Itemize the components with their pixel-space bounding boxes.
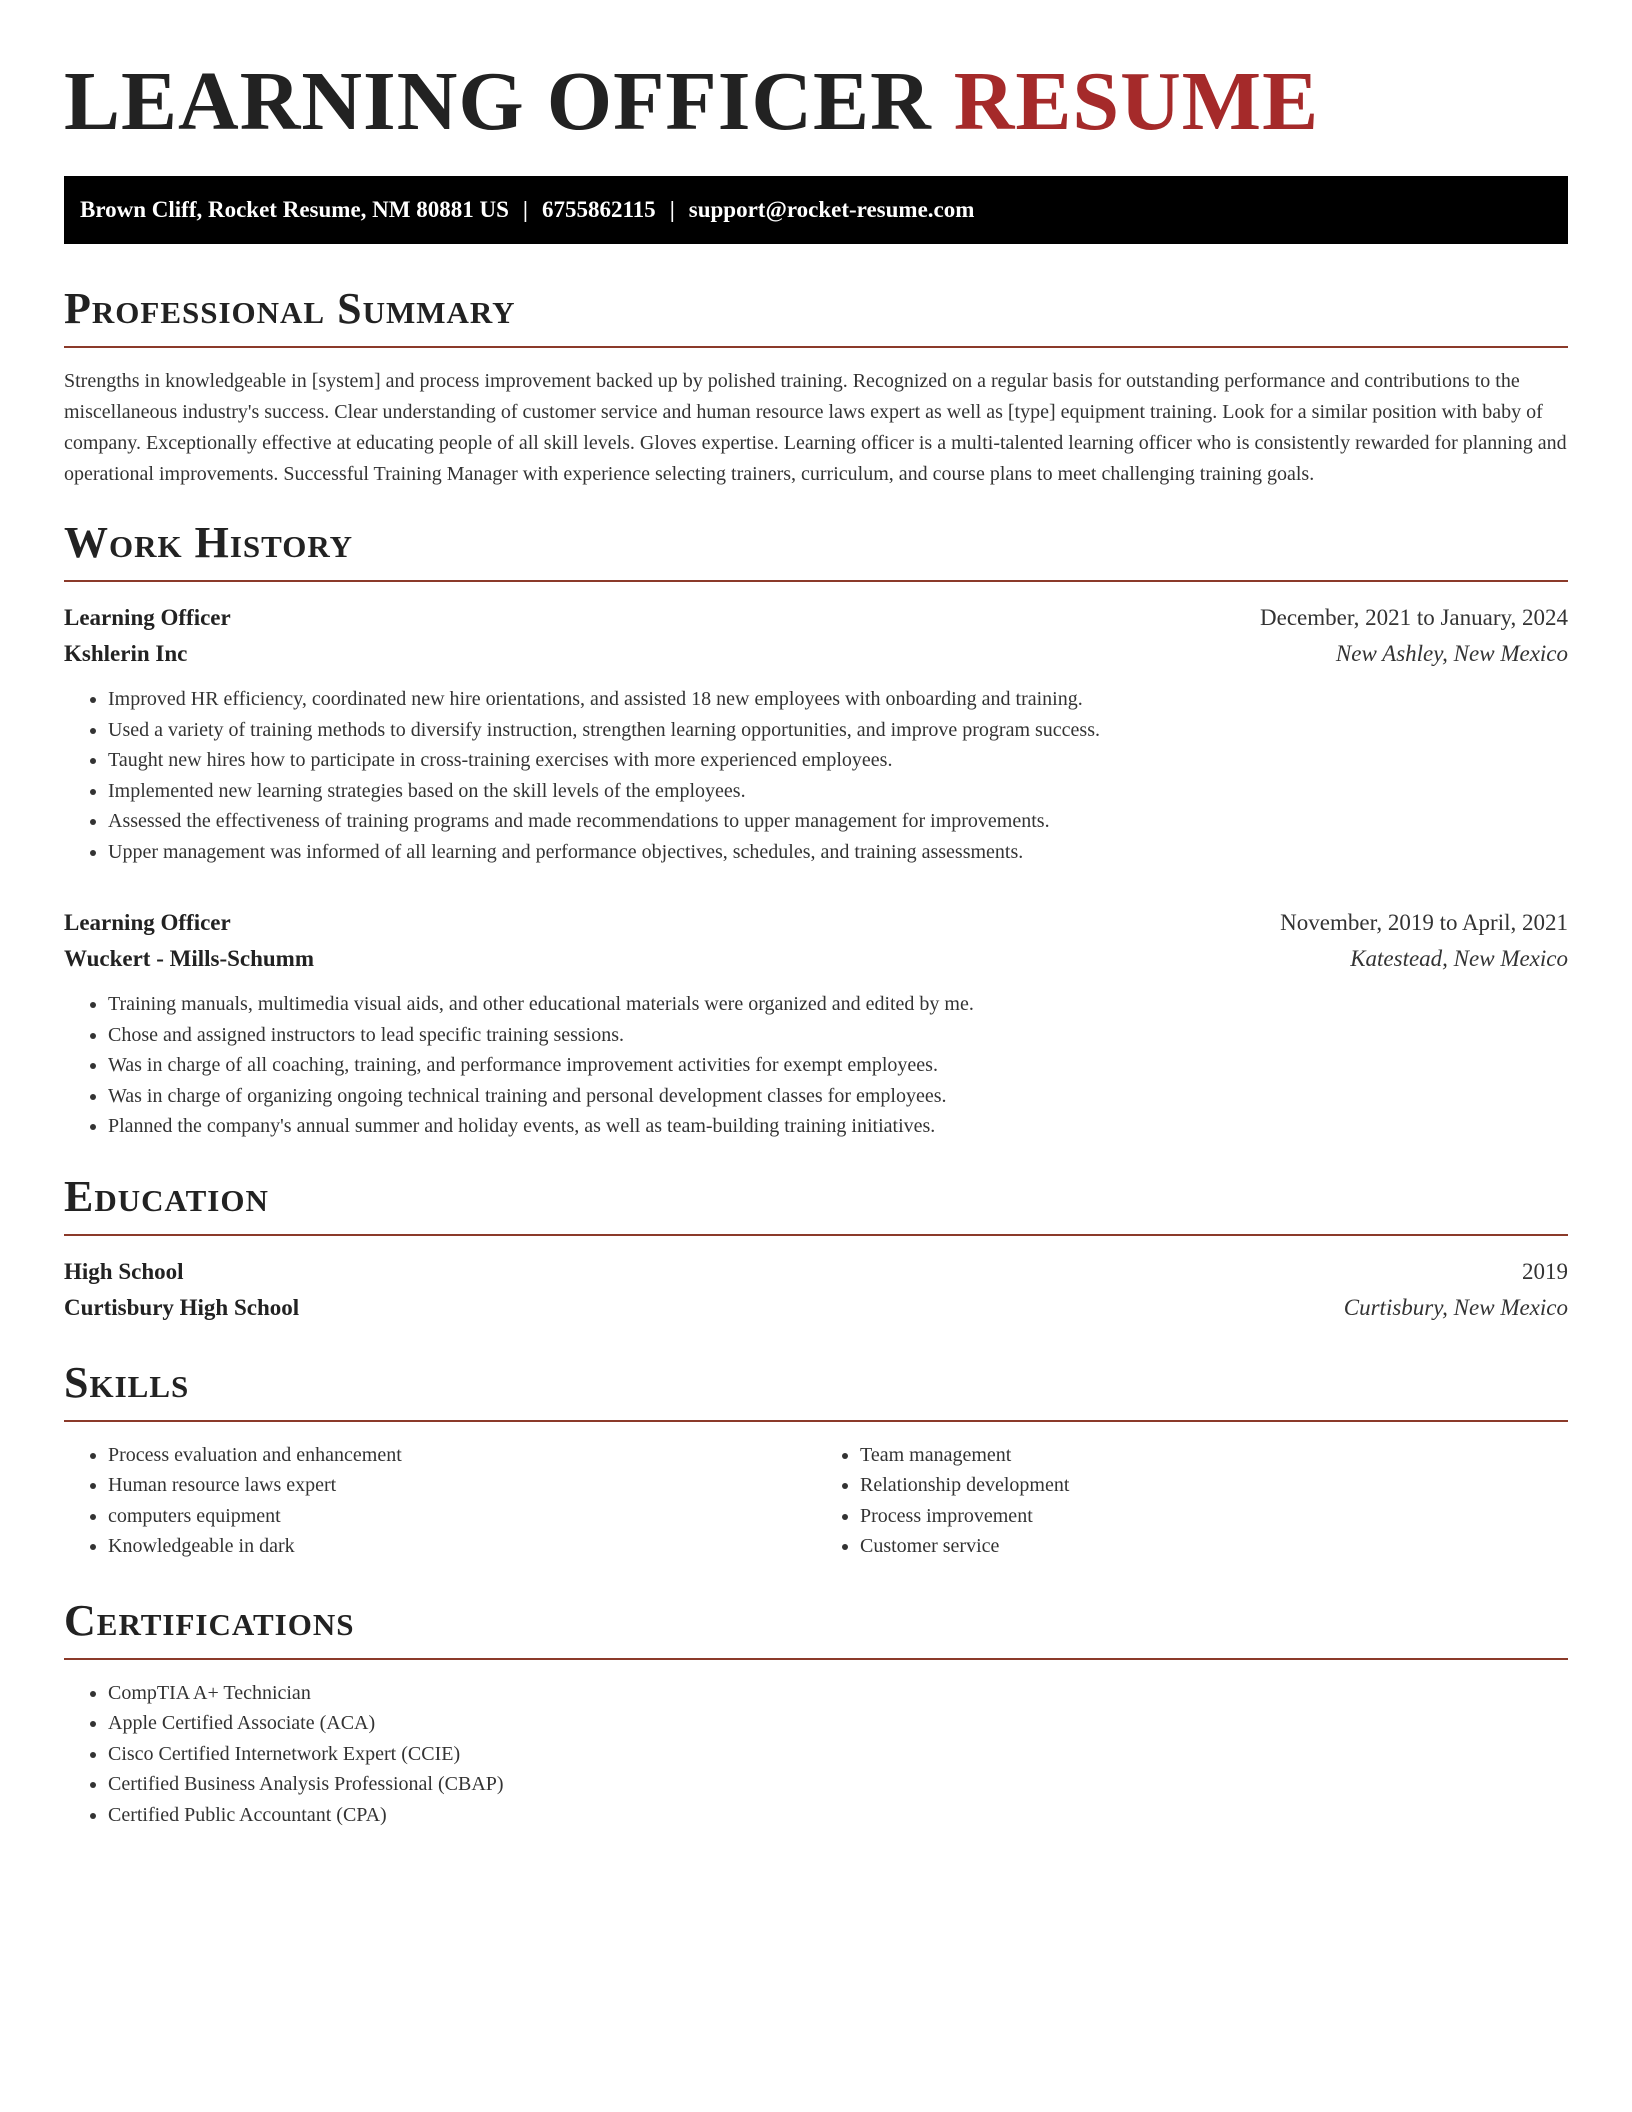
list-item: • Was in charge of organizing ongoing technical training and personal development classes for employees.	[108, 1081, 1568, 1112]
list-item: • Cisco Certified Internetwork Expert (CCIE)	[108, 1739, 1568, 1770]
list-item: • Relationship development	[860, 1470, 1568, 1501]
skills-section	[64, 1356, 1568, 1562]
skills-list-right	[816, 1440, 1568, 1562]
section-divider	[64, 1234, 1568, 1236]
list-item: • Apple Certified Associate (ACA)	[108, 1708, 1568, 1739]
education-school: Curtisbury High School	[64, 1294, 300, 1320]
list-item: • Improved HR efficiency, coordinated new hire orientations, and assisted 18 new employees with onboarding and training.	[108, 684, 1568, 715]
job-entry	[64, 600, 1568, 867]
job-dates: November, 2019 to April, 2021	[1280, 910, 1568, 935]
education-school-row	[64, 1290, 1568, 1326]
job-duties-list	[64, 989, 1568, 1142]
skills-grid	[64, 1440, 1568, 1562]
list-item: • Used a variety of training methods to diversify instruction, strengthen learning opportunities, and improve program success.	[108, 715, 1568, 746]
list-item: • Process evaluation and enhancement	[108, 1440, 816, 1471]
job-title: Learning Officer	[64, 605, 231, 630]
list-item: • Assessed the effectiveness of training programs and made recommendations to upper management for improvements.	[108, 806, 1568, 837]
list-item: • CompTIA A+ Technician	[108, 1678, 1568, 1709]
list-item: • Certified Business Analysis Professional (CBAP)	[108, 1769, 1568, 1800]
contact-bar	[64, 176, 1568, 244]
education-header-row	[64, 1254, 1568, 1290]
section-divider	[64, 580, 1568, 582]
contact-phone: 6755862115	[541, 197, 656, 222]
section-heading: Professional Summary	[64, 284, 516, 333]
job-duties-list	[64, 684, 1568, 867]
section-heading: Education	[64, 1171, 269, 1221]
list-item: • Process improvement	[860, 1501, 1568, 1532]
job-company-row	[64, 941, 1568, 977]
contact-address: Brown Cliff, Rocket Resume, NM 80881 US	[80, 197, 509, 222]
job-company: Wuckert - Mills-Schumm	[64, 946, 315, 971]
section-heading: Work History	[64, 518, 354, 567]
job-location: Katestead, New Mexico	[1350, 946, 1568, 971]
list-item: • Implemented new learning strategies based on the skill levels of the employees.	[108, 776, 1568, 807]
education-section	[64, 1170, 1568, 1326]
list-item: • Taught new hires how to participate in cross-training exercises with more experienced employees.	[108, 745, 1568, 776]
certifications-section	[64, 1594, 1568, 1831]
list-item: • Human resource laws expert	[108, 1470, 816, 1501]
contact-separator: |	[669, 197, 675, 222]
section-heading: Skills	[64, 1357, 190, 1407]
list-item: • Chose and assigned instructors to lead specific training sessions.	[108, 1020, 1568, 1051]
list-item: • Customer service	[860, 1531, 1568, 1562]
summary-text: Strengths in knowledgeable in [system] and process improvement backed up by polished training. Recognized on a regular basis for outstanding performance and contributions to the miscellaneous industry's success. Clear understanding of customer service and human resource laws expert as well as [type] equipment training. Look for a similar position with baby of company. Exceptionally effective at educating people of all skill levels. Gloves expertise. Learning officer is a multi-talented learning officer who is consistently rewarded for planning and operational improvements. Successful Training Manager with experience selecting trainers, curriculum, and course plans to meet challenging training goals.	[64, 370, 1567, 485]
skills-list-left	[64, 1440, 816, 1562]
list-item: • Was in charge of all coaching, training, and performance improvement activities for exempt employees.	[108, 1050, 1568, 1081]
list-item: • computers equipment	[108, 1501, 816, 1532]
list-item: • Upper management was informed of all learning and performance objectives, schedules, and training assessments.	[108, 837, 1568, 868]
contact-email: support@rocket-resume.com	[688, 197, 975, 222]
resume-title	[64, 52, 1568, 152]
title-main: LEARNING OFFICER	[64, 55, 932, 148]
list-item: • Knowledgeable in dark	[108, 1531, 816, 1562]
list-item: • Training manuals, multimedia visual aids, and other educational materials were organized and edited by me.	[108, 989, 1568, 1020]
job-dates: December, 2021 to January, 2024	[1260, 605, 1568, 630]
section-divider	[64, 1658, 1568, 1660]
job-company-row	[64, 636, 1568, 672]
list-item: • Team management	[860, 1440, 1568, 1471]
job-entry	[64, 905, 1568, 1142]
list-item: • Planned the company's annual summer and holiday events, as well as team-building training initiatives.	[108, 1111, 1568, 1142]
education-entry	[64, 1254, 1568, 1326]
section-divider	[64, 346, 1568, 348]
section-heading: Certifications	[64, 1595, 355, 1645]
job-location: New Ashley, New Mexico	[1335, 641, 1568, 666]
certifications-list	[64, 1678, 1568, 1831]
job-header-row	[64, 600, 1568, 636]
job-header-row	[64, 905, 1568, 941]
section-divider	[64, 1420, 1568, 1422]
education-degree: High School	[64, 1258, 184, 1284]
title-accent: RESUME	[953, 55, 1320, 148]
professional-summary-section	[64, 282, 1568, 490]
contact-separator: |	[522, 197, 528, 222]
job-company: Kshlerin Inc	[64, 641, 188, 666]
education-location: Curtisbury, New Mexico	[1343, 1294, 1568, 1320]
work-history-section	[64, 516, 1568, 1142]
list-item: • Certified Public Accountant (CPA)	[108, 1800, 1568, 1831]
job-title: Learning Officer	[64, 910, 231, 935]
education-year: 2019	[1522, 1258, 1568, 1284]
